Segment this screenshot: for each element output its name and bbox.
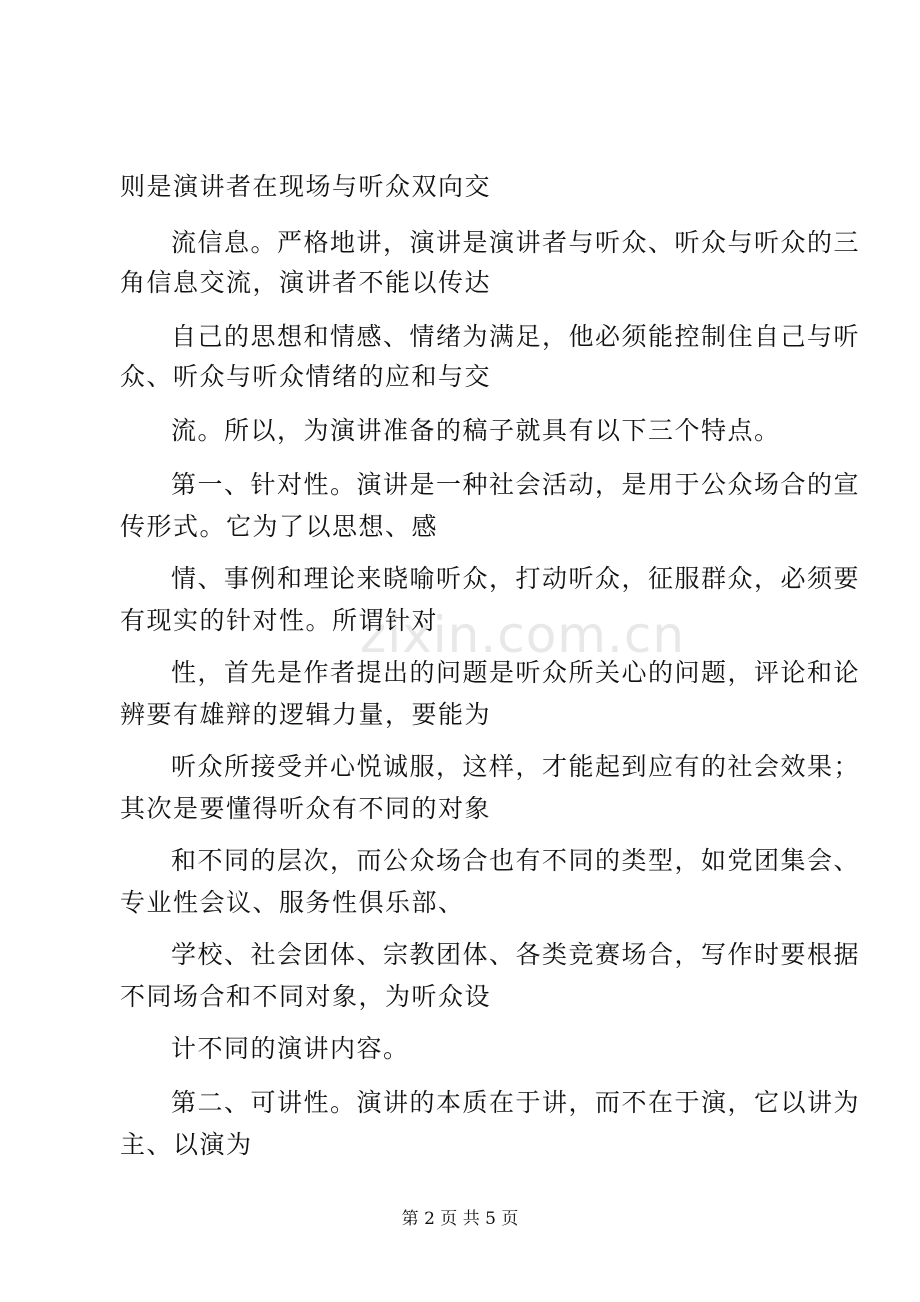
text-line: 其次是要懂得听众有不同的对象 (120, 794, 492, 823)
text-line: 角信息交流，演讲者不能以传达 (120, 268, 492, 297)
text-line: 学校、社会团体、宗教团体、各类竞赛场合，写作时要根据 (171, 940, 861, 969)
text-line: 众、听众与听众情绪的应和与交 (120, 362, 492, 391)
text-line: 第二、可讲性。演讲的本质在于讲，而不在于演，它以讲为 (171, 1088, 861, 1117)
text-line: 性，首先是作者提出的问题是听众所关心的问题，评论和论 (171, 658, 861, 687)
watermark: zixin.com.cn (360, 606, 686, 664)
text-line: 自己的思想和情感、情绪为满足，他必须能控制住自己与听 (171, 322, 861, 351)
text-line: 专业性会议、服务性俱乐部、 (120, 888, 465, 917)
text-line: 流。所以，为演讲准备的稿子就具有以下三个特点。 (171, 416, 781, 445)
text-line: 和不同的层次，而公众场合也有不同的类型，如党团集会、 (171, 846, 861, 875)
text-line: 不同场合和不同对象，为听众设 (120, 982, 492, 1011)
text-line: 情、事例和理论来晓喻听众，打动听众，征服群众，必须要 (171, 564, 861, 593)
text-line: 传形式。它为了以思想、感 (120, 512, 439, 541)
text-line: 辨要有雄辩的逻辑力量，要能为 (120, 700, 492, 729)
text-line: 流信息。严格地讲，演讲是演讲者与听众、听众与听众的三 (171, 228, 861, 257)
text-line: 主、以演为 (120, 1130, 253, 1159)
text-line: 则是演讲者在现场与听众双向交 (120, 172, 492, 201)
page-footer: 第 2 页 共 5 页 (401, 1209, 519, 1229)
text-line: 第一、针对性。演讲是一种社会活动，是用于公众场合的宣 (171, 470, 861, 499)
text-line: 听众所接受并心悦诚服，这样，才能起到应有的社会效果； (171, 752, 861, 781)
text-line: 有现实的针对性。所谓针对 (120, 606, 439, 635)
text-line: 计不同的演讲内容。 (171, 1034, 410, 1063)
